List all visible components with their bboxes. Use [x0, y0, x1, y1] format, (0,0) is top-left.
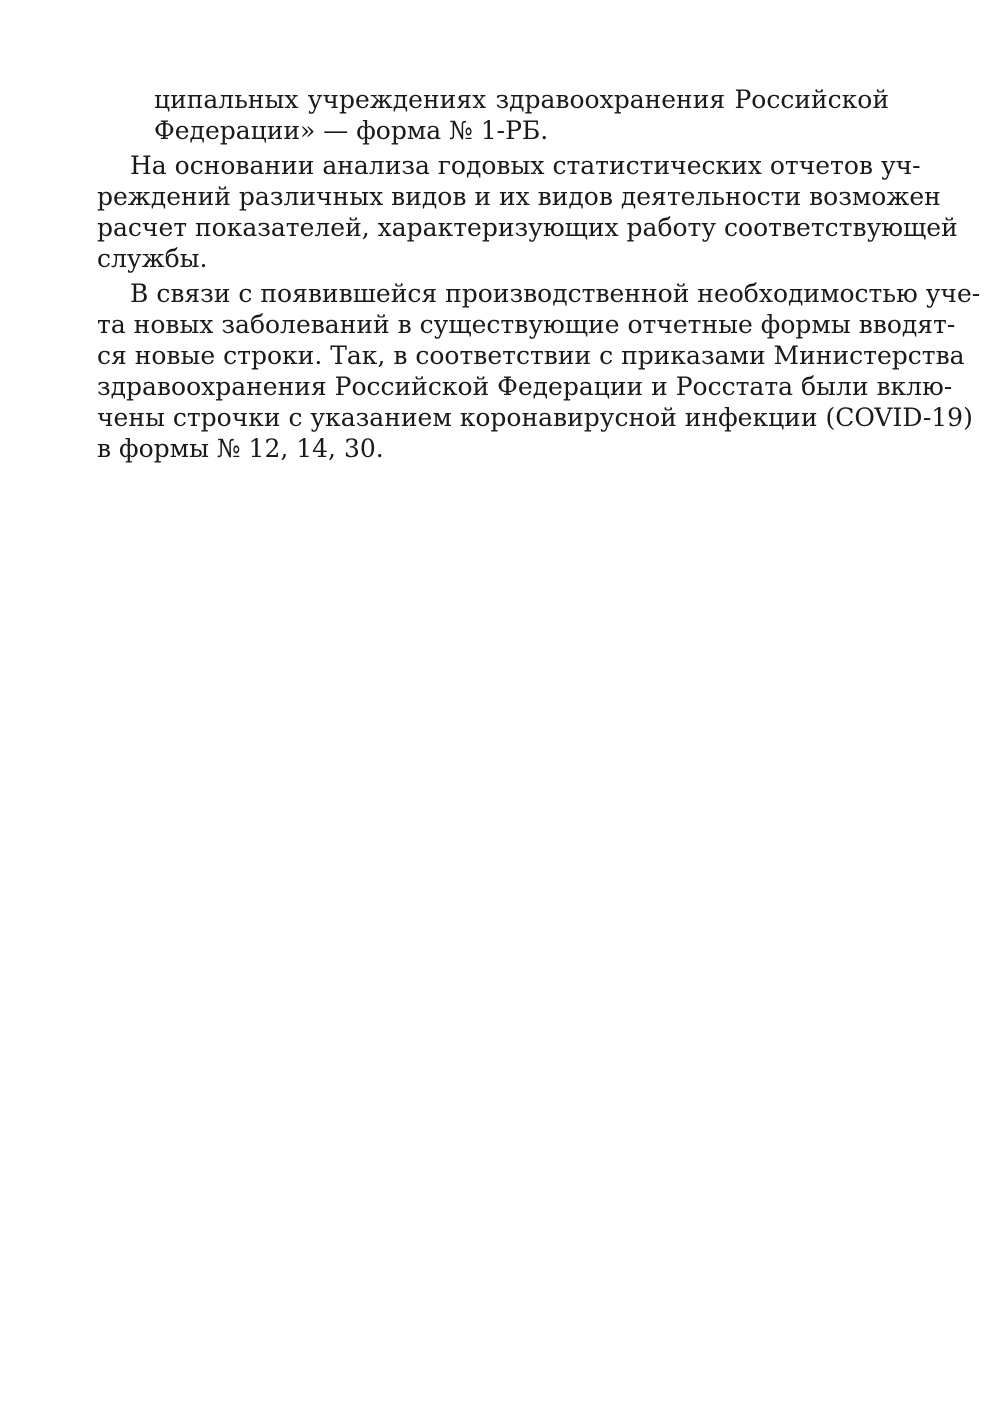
text-line: в формы № 12, 14, 30.: [97, 434, 384, 463]
text-line: ципальных учреждениях здравоохранения Российской: [154, 85, 889, 114]
list-item-continuation: [97, 84, 889, 146]
paragraph-covid: [97, 278, 981, 464]
paragraph-analysis: [97, 150, 958, 274]
text-line: ся новые строки. Так, в соответствии с приказами Министерства: [97, 341, 965, 370]
text-line: В связи с появившейся производственной необходимостью уче-: [130, 279, 981, 308]
text-line: Федерации» — форма № 1-РБ.: [154, 116, 549, 145]
text-line: здравоохранения Российской Федерации и Росстата были вклю-: [97, 372, 953, 401]
body-text: [97, 84, 981, 464]
text-line: та новых заболеваний в существующие отчетные формы вводят-: [97, 310, 956, 339]
text-line: реждений различных видов и их видов деятельности возможен: [97, 182, 941, 211]
text-line: На основании анализа годовых статистических отчетов уч-: [130, 151, 921, 180]
text-line: расчет показателей, характеризующих работу соответствующей: [97, 213, 958, 242]
text-line: чены строчки с указанием коронавирусной инфекции (COVID-19): [97, 403, 973, 432]
text-line: службы.: [97, 244, 208, 273]
